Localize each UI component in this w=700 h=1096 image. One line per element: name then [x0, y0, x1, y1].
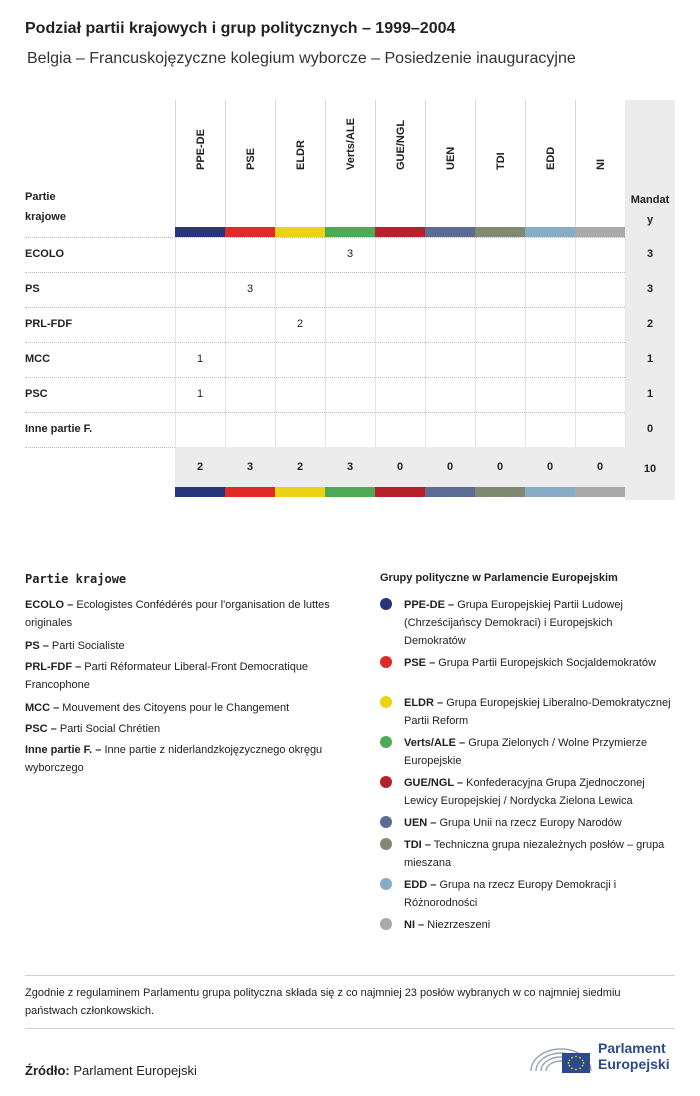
party-full-name: Ecologistes Confédérés pour l'organisation de luttes originales [25, 599, 330, 629]
column-divider [625, 237, 626, 447]
group-color-bar [425, 227, 475, 237]
hemicycle-flag-icon [528, 1037, 598, 1077]
group-color-dot-icon [380, 838, 392, 850]
group-abbr: NI – [404, 919, 425, 931]
group-abbr: UEN – [404, 817, 437, 829]
party-name: PRL-FDF [25, 318, 73, 330]
row-total: 3 [646, 248, 654, 260]
group-label: ELDR [295, 140, 307, 170]
party-legend-item [25, 637, 345, 655]
group-color-dot-icon [380, 918, 392, 930]
grand-total: 10 [643, 463, 657, 475]
party-abbr: Inne partie F. – [25, 744, 102, 756]
group-legend-text [404, 916, 674, 934]
group-legend-text [404, 836, 674, 872]
row-divider [25, 412, 625, 413]
row-divider [25, 272, 625, 273]
party-header-line2: krajowe [25, 211, 66, 223]
party-full-name: Inne partie z niderlandzkojęzycznego okręgu wyborczego [25, 744, 323, 774]
group-label: PPE-DE [195, 129, 207, 170]
page-title: Podział partii krajowych i grup politycznych – 1999–2004 [25, 20, 456, 37]
group-total: 0 [546, 461, 554, 473]
logo-text [598, 1040, 670, 1072]
party-name: ECOLO [25, 248, 65, 260]
seat-count: 3 [346, 248, 354, 260]
group-full-name: Grupa Europejskiej Liberalno-Demokratycznej Partii Reform [404, 697, 671, 727]
party-column-header [25, 187, 95, 227]
group-color-bar [175, 487, 225, 497]
group-total: 3 [346, 461, 354, 473]
group-column-header [375, 100, 426, 227]
group-column-header [425, 100, 476, 227]
party-legend-title: Partie krajowe [25, 572, 127, 586]
seats-column-header [625, 190, 675, 230]
group-color-dot-icon [380, 816, 392, 828]
group-color-bar [525, 227, 575, 237]
row-divider [25, 342, 625, 343]
group-abbr: PSE – [404, 657, 436, 669]
party-legend-item [25, 658, 345, 694]
group-color-bar [575, 227, 625, 237]
group-label: PSE [245, 147, 257, 170]
parliament-logo [528, 1037, 678, 1077]
party-name: MCC [25, 353, 51, 365]
group-total: 0 [496, 461, 504, 473]
group-legend-text [404, 694, 674, 730]
group-color-dot-icon [380, 696, 392, 708]
group-column-header [575, 100, 626, 227]
group-abbr: Verts/ALE – [404, 737, 466, 749]
group-color-bar [275, 227, 325, 237]
group-total: 2 [196, 461, 204, 473]
source-value: Parlament Europejski [73, 1063, 197, 1078]
group-column-header [525, 100, 576, 227]
group-total: 2 [296, 461, 304, 473]
group-color-bar [425, 487, 475, 497]
party-name: Inne partie F. [25, 423, 93, 435]
group-color-dot-icon [380, 736, 392, 748]
row-divider [25, 237, 625, 238]
group-label: UEN [445, 146, 457, 170]
group-color-bar [475, 227, 525, 237]
group-abbr: EDD – [404, 879, 437, 891]
divider [25, 975, 675, 976]
group-color-dot-icon [380, 656, 392, 668]
group-legend-title: Grupy polityczne w Parlamencie Europejskim [380, 572, 618, 584]
row-total: 1 [646, 388, 654, 400]
group-abbr: ELDR – [404, 697, 444, 709]
group-legend-text [404, 654, 674, 672]
group-full-name: Grupa Unii na rzecz Europy Narodów [439, 817, 622, 829]
group-full-name: Grupa Zielonych / Wolne Przymierze Europejskie [404, 737, 648, 767]
party-abbr: MCC – [25, 702, 60, 714]
party-name: PS [25, 283, 40, 295]
party-full-name: Parti Réformateur Liberal-Front Democratique Francophone [25, 661, 309, 691]
group-column-header [275, 100, 326, 227]
divider [25, 1028, 675, 1029]
group-legend-text [404, 596, 674, 650]
party-full-name: Parti Socialiste [51, 640, 125, 652]
group-color-bar [375, 487, 425, 497]
group-color-bar [525, 487, 575, 497]
group-color-bar [375, 227, 425, 237]
party-header-line1: Partie [25, 191, 56, 203]
group-color-bar [325, 487, 375, 497]
group-color-bar [475, 487, 525, 497]
group-legend-text [404, 734, 674, 770]
group-label: GUE/NGL [395, 119, 407, 170]
party-name: PSC [25, 388, 48, 400]
source-line [25, 1063, 197, 1078]
group-legend-text [404, 876, 674, 912]
group-full-name: Grupa Europejskiej Partii Ludowej (Chrześcijańscy Demokraci) i Europejskich Demokratów [404, 599, 623, 647]
row-total: 0 [646, 423, 654, 435]
group-total: 0 [396, 461, 404, 473]
group-column-header [175, 100, 226, 227]
group-color-bar [325, 227, 375, 237]
group-column-header [225, 100, 276, 227]
group-full-name: Grupa Partii Europejskich Socjaldemokratów [438, 657, 656, 669]
group-full-name: Techniczna grupa niezależnych posłów – grupa mieszana [404, 839, 665, 869]
group-abbr: GUE/NGL – [404, 777, 464, 789]
logo-line2: Europejski [598, 1056, 670, 1072]
party-full-name: Mouvement des Citoyens pour le Changement [62, 702, 290, 714]
group-label: Verts/ALE [345, 118, 357, 170]
group-color-bar [575, 487, 625, 497]
seats-header-line2: y [646, 214, 654, 226]
group-label: EDD [545, 146, 557, 170]
group-color-bar [275, 487, 325, 497]
group-color-dot-icon [380, 598, 392, 610]
group-full-name: Niezrzeszeni [427, 919, 491, 931]
party-full-name: Parti Social Chrétien [59, 723, 161, 735]
page-subtitle: Belgia – Francuskojęzyczne kolegium wyborcze – Posiedzenie inauguracyjne [27, 50, 576, 67]
party-legend-item [25, 699, 345, 717]
group-color-bar [225, 227, 275, 237]
seat-count: 1 [196, 388, 204, 400]
group-label: NI [595, 159, 607, 170]
party-abbr: PSC – [25, 723, 57, 735]
source-label: Źródło: [25, 1063, 70, 1078]
group-abbr: TDI – [404, 839, 431, 851]
row-total: 3 [646, 283, 654, 295]
row-total: 1 [646, 353, 654, 365]
group-total: 3 [246, 461, 254, 473]
seats-column-background [625, 100, 675, 500]
group-total: 0 [596, 461, 604, 473]
group-legend-text [404, 774, 674, 810]
group-color-dot-icon [380, 776, 392, 788]
seat-count: 1 [196, 353, 204, 365]
group-column-header [325, 100, 376, 227]
group-color-dot-icon [380, 878, 392, 890]
seat-count: 2 [296, 318, 304, 330]
party-legend-item [25, 720, 345, 738]
row-divider [25, 377, 625, 378]
group-abbr: PPE-DE – [404, 599, 455, 611]
party-legend-item [25, 741, 345, 777]
footnote: Zgodnie z regulaminem Parlamentu grupa polityczna składa się z co najmniej 23 posłów wybranych w co najmniej siedmiu państwach członkowskich. [25, 987, 621, 1017]
group-color-bar [175, 227, 225, 237]
group-column-header [475, 100, 526, 227]
group-full-name: Konfederacyjna Grupa Zjednoczonej Lewicy Europejskiej / Nordycka Zielona Lewica [404, 777, 645, 807]
group-total: 0 [446, 461, 454, 473]
group-legend-text [404, 814, 674, 832]
seat-count: 3 [246, 283, 254, 295]
row-divider [25, 307, 625, 308]
group-color-bar [225, 487, 275, 497]
party-legend-item [25, 596, 345, 632]
party-abbr: PRL-FDF – [25, 661, 82, 673]
group-label: TDI [495, 152, 507, 170]
seats-header-line1: Mandat [630, 194, 670, 206]
party-abbr: PS – [25, 640, 49, 652]
group-full-name: Grupa na rzecz Europy Demokracji i Różnorodności [404, 879, 617, 909]
row-total: 2 [646, 318, 654, 330]
party-abbr: ECOLO – [25, 599, 74, 611]
logo-line1: Parlament [598, 1040, 666, 1056]
